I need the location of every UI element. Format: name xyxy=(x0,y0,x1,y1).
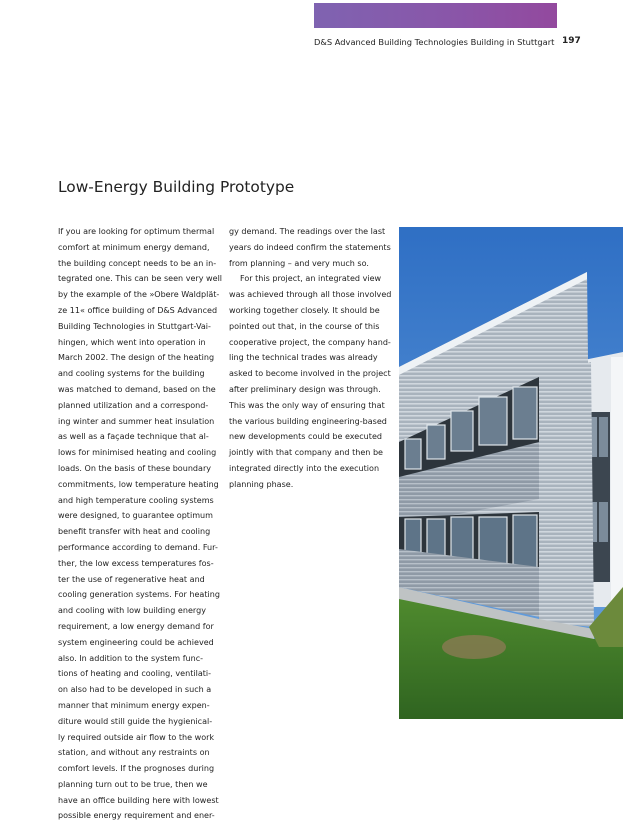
text-line: ter the use of regenerative heat and xyxy=(58,574,205,584)
text-line: comfort at minimum energy demand, xyxy=(58,242,210,252)
text-line: asked to become involved in the project xyxy=(229,369,391,379)
text-line: gy demand. The readings over the last xyxy=(229,227,386,236)
text-line: cooling generation systems. For heating xyxy=(58,590,220,600)
text-line: If you are looking for optimum thermal xyxy=(58,227,215,236)
text-line: cooperative project, the company hand- xyxy=(229,337,391,347)
text-line: was achieved through all those involved xyxy=(229,290,392,300)
text-line: requirement, a low energy demand for xyxy=(58,621,214,631)
text-line: commitments, low temperature heating xyxy=(58,479,219,489)
text-line: pointed out that, in the course of this xyxy=(229,321,380,331)
text-line: from planning – and very much so. xyxy=(229,258,369,268)
text-line: March 2002. The design of the heating xyxy=(58,353,215,363)
page-number: 197 xyxy=(562,36,581,46)
text-line: as well as a façade technique that al- xyxy=(58,432,209,442)
text-line: This was the only way of ensuring that xyxy=(229,400,385,410)
text-line: on also had to be developed in such a xyxy=(58,685,212,695)
text-line: diture would still guide the hygienical- xyxy=(58,716,213,726)
text-line: performance according to demand. Fur- xyxy=(58,542,218,552)
text-line: loads. On the basis of these boundary xyxy=(58,463,212,473)
text-line: hingen, which went into operation in xyxy=(58,337,206,347)
text-line: lows for minimised heating and cooling xyxy=(58,448,217,458)
text-line: comfort levels. If the prognoses during xyxy=(58,764,215,774)
text-line: jointly with that company and then be xyxy=(229,448,383,458)
text-line: the various building engineering-based xyxy=(229,416,387,426)
text-line: the building concept needs to be an in- xyxy=(58,258,217,268)
text-line: ling the technical trades was already xyxy=(229,353,378,363)
text-line: integrated directly into the execution xyxy=(229,463,380,473)
running-head: D&S Advanced Building Technologies Building in Stuttgart xyxy=(314,37,555,47)
text-line: working together closely. It should be xyxy=(229,305,380,315)
text-line: planning turn out to be true, then we xyxy=(58,779,208,789)
text-line: were designed, to guarantee optimum xyxy=(58,511,213,521)
text-line: was matched to demand, based on the xyxy=(58,384,216,394)
text-line: benefit transfer with heat and cooling xyxy=(58,527,211,537)
text-line: have an office building here with lowest xyxy=(58,795,219,805)
text-line: years do indeed confirm the statements xyxy=(229,242,391,252)
text-line: and cooling systems for the building xyxy=(58,369,205,379)
text-line: ze 11« office building of D&S Advanced xyxy=(58,305,218,315)
text-line: planning phase. xyxy=(229,479,294,489)
text-line: tegrated one. This can be seen very well xyxy=(58,274,223,284)
text-line: system engineering could be achieved xyxy=(58,637,214,647)
text-line: ly required outside air flow to the work xyxy=(58,732,215,742)
header-color-bar xyxy=(314,3,557,28)
text-line: new developments could be executed xyxy=(229,432,383,442)
text-line: possible energy requirement and ener- xyxy=(58,811,215,821)
text-line: manner that minimum energy expen- xyxy=(58,700,210,710)
text-line: after preliminary design was through. xyxy=(229,384,381,394)
text-line: ther, the low excess temperatures fos- xyxy=(58,558,214,568)
text-line: For this project, an integrated view xyxy=(240,274,382,284)
text-line: also. In addition to the system func- xyxy=(58,653,204,663)
text-line: and high temperature cooling systems xyxy=(58,495,214,505)
building-facade-photo xyxy=(399,227,623,719)
text-column-2 xyxy=(229,224,397,493)
text-line: ing winter and summer heat insulation xyxy=(58,416,215,426)
text-line: Building Technologies in Stuttgart-Vai- xyxy=(58,321,211,331)
text-line: tions of heating and cooling, ventilati- xyxy=(58,669,212,679)
article-title: Low-Energy Building Prototype xyxy=(58,178,295,196)
text-line: station, and without any restraints on xyxy=(58,748,210,758)
text-column-1 xyxy=(58,224,228,824)
text-line: planned utilization and a correspond- xyxy=(58,400,209,410)
text-line: by the example of the »Obere Waldplät- xyxy=(58,290,220,300)
text-line: and cooling with low building energy xyxy=(58,606,206,616)
